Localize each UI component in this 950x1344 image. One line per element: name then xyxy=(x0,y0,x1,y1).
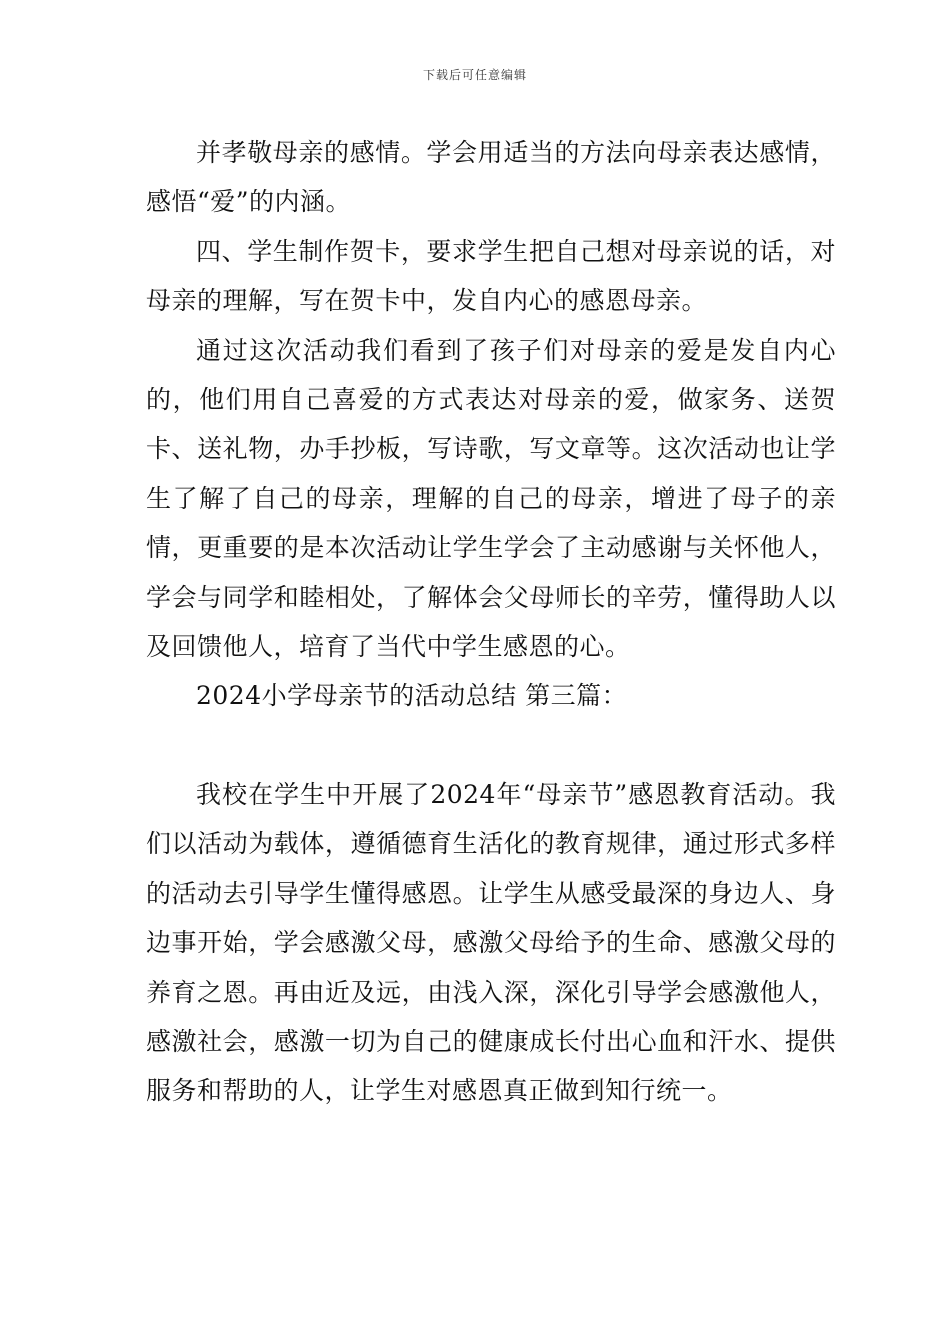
section-spacer xyxy=(146,721,836,770)
section-title: 2024小学母亲节的活动总结 第三篇： xyxy=(196,681,628,711)
paragraph-greeting-card: 四、学生制作贺卡，要求学生把自己想对母亲说的话，对母亲的理解，写在贺卡中，发自内心的感恩母亲。 xyxy=(146,236,836,316)
paragraph-section-three: 我校在学生中开展了2024年“母亲节”感恩教育活动。我们以活动为载体，遵循德育生活化的教育规律，通过形式多样的活动去引导学生懂得感恩。让学生从感受最深的身边人、身边事开始，学会感激父母，感激父母给予的生命、感激父母的养育之恩。再由近及远，由浅入深，深化引导学会感激他人，感激社会，感激一切为自己的健康成长付出心血和汗水、提供服务和帮助的人，让学生对感恩真正做到知行统一。 xyxy=(146,779,836,1106)
paragraph-activity-reflection: 通过这次活动我们看到了孩子们对母亲的爱是发自内心的，他们用自己喜爱的方式表达对母亲的爱，做家务、送贺卡、送礼物，办手抄板，写诗歌，写文章等。这次活动也让学生了解了自己的母亲，理解的自己的母亲，增进了母子的亲情，更重要的是本次活动让学生学会了主动感谢与关怀他人，学会与同学和睦相处，了解体会父母师长的辛劳，懂得助人以及回馈他人，培育了当代中学生感恩的心。 xyxy=(146,335,836,662)
paragraph-love-expression: 并孝敬母亲的感情。学会用适当的方法向母亲表达感情，感悟“爱”的内涵。 xyxy=(146,138,836,217)
document-body xyxy=(146,128,836,1116)
page-header-note: 下载后可任意编辑 xyxy=(422,68,527,82)
